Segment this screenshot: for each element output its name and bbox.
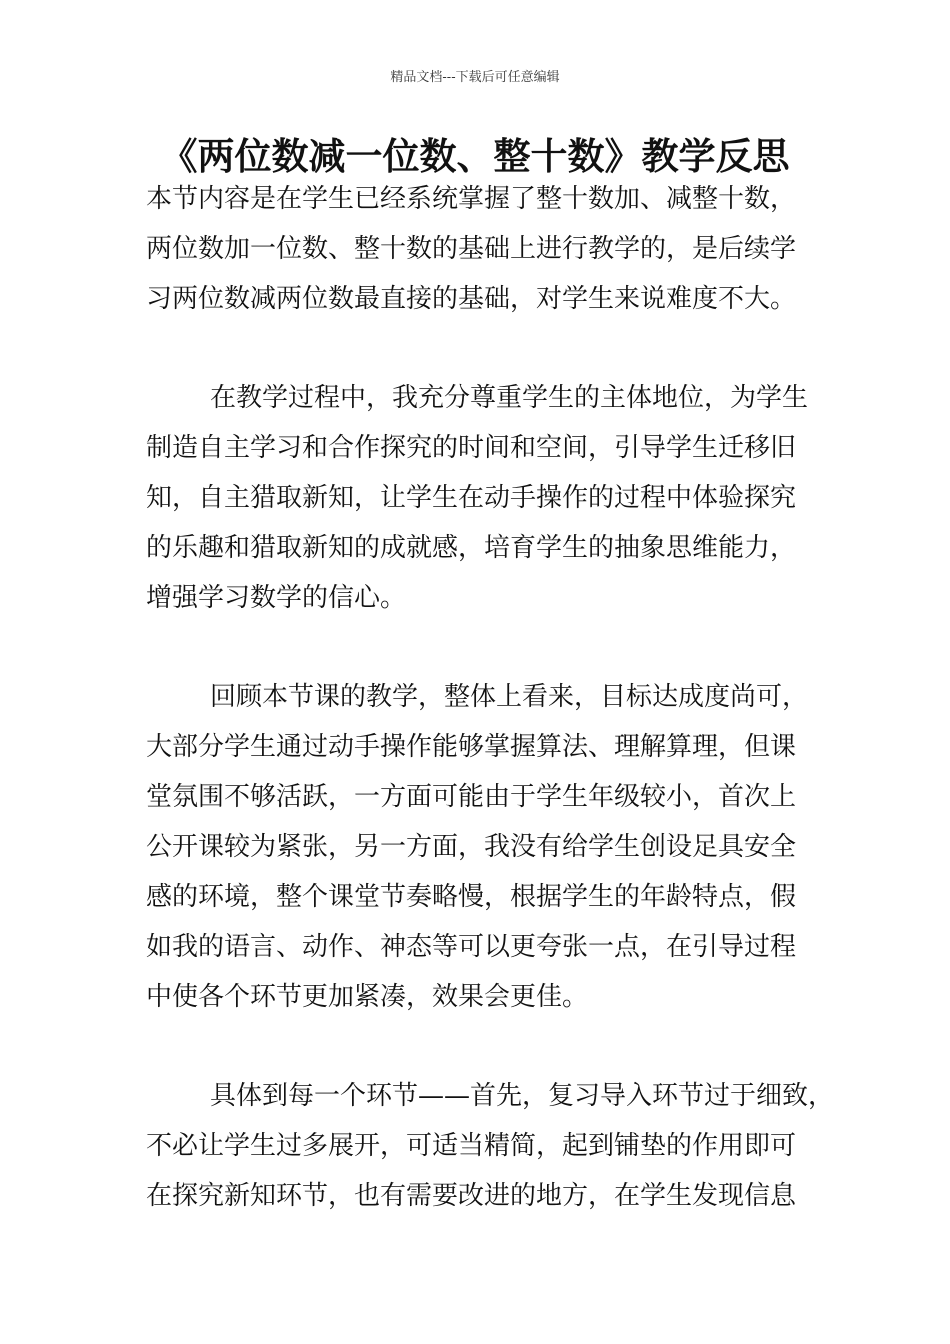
paragraph-line: 回顾本节课的教学，整体上看来，目标达成度尚可， (210, 682, 809, 712)
page-header: 精品文档---下载后可任意编辑 (390, 70, 560, 85)
paragraph-line: 的乐趣和猎取新知的成就感，培育学生的抽象思维能力， (146, 533, 797, 563)
paragraph-line: 在探究新知环节，也有需要改进的地方，在学生发现信息 (146, 1181, 797, 1211)
paragraph-line: 知，自主猎取新知，让学生在动手操作的过程中体验探究 (146, 483, 797, 513)
paragraph-line: 如我的语言、动作、神态等可以更夸张一点，在引导过程 (146, 932, 797, 962)
paragraph-line: 大部分学生通过动手操作能够掌握算法、理解算理，但课 (146, 732, 797, 762)
paragraph-line: 感的环境，整个课堂节奏略慢，根据学生的年龄特点，假 (146, 882, 797, 912)
paragraph-line: 两位数加一位数、整十数的基础上进行教学的，是后续学 (146, 234, 797, 264)
paragraph-line: 不必让学生过多展开，可适当精简，起到铺垫的作用即可 (146, 1131, 797, 1161)
paragraph-line: 堂氛围不够活跃，一方面可能由于学生年级较小，首次上 (146, 782, 797, 812)
paragraph-line: 公开课较为紧张，另一方面，我没有给学生创设足具安全 (146, 832, 797, 862)
paragraph-line: 制造自主学习和合作探究的时间和空间，引导学生迁移旧 (146, 433, 797, 463)
paragraph-line: 增强学习数学的信心。 (146, 583, 407, 613)
paragraph-line: 习两位数减两位数最直接的基础，对学生来说难度不大。 (146, 284, 797, 314)
paragraph-line: 具体到每一个环节——首先，复习导入环节过于细致， (210, 1081, 835, 1111)
paragraph-line: 本节内容是在学生已经系统掌握了整十数加、减整十数， (146, 184, 797, 214)
paragraph-line: 中使各个环节更加紧凑，效果会更佳。 (146, 982, 589, 1012)
document-title: 《两位数减一位数、整十数》教学反思 (160, 135, 790, 178)
paragraph-line: 在教学过程中，我充分尊重学生的主体地位，为学生 (210, 383, 809, 413)
